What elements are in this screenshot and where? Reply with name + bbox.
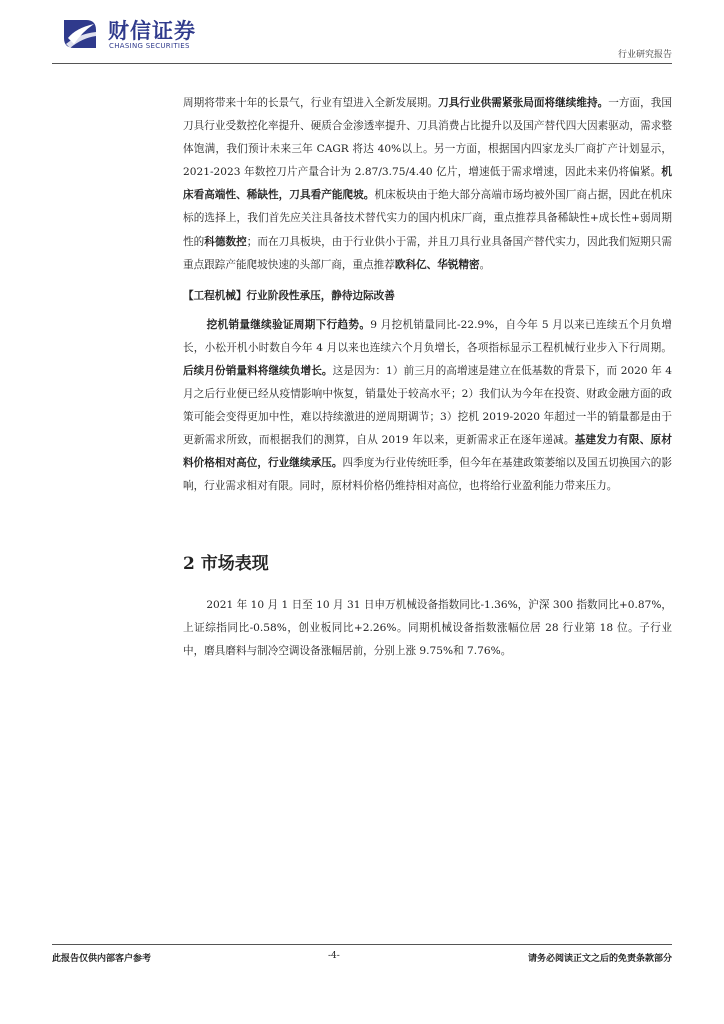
bold-text: 挖机销量继续验证周期下行趋势。 xyxy=(206,318,371,331)
subsection-heading: 【工程机械】行业阶段性承压，静待边际改善 xyxy=(183,289,395,302)
paragraph-machine-tools xyxy=(183,92,672,277)
logo-english-name: CHASING SECURITIES xyxy=(109,42,190,50)
report-body xyxy=(183,92,672,663)
bold-text: 机床看高端性、稀缺性，刀具看产能爬坡。 xyxy=(183,166,672,202)
text-span: 这是因为：1）前三月的高增速是建立在低基数的背景下，而 2020 年 4 月之后行业便已经从疫情影响中恢复，销量处于较高水平；2）我们认为今年在投资、财政金融方面的政策可能会变得更加中性，难以持续激进的逆周期调节；3）挖机 2019-2020 年超过一半的销量都是由于更新需求所致，而根据我们的测算，自从 2019 年以来，更新需求正在逐年递减。 xyxy=(183,364,672,447)
bold-text: 科德数控 xyxy=(204,235,247,248)
text-span: 2021 年 10 月 1 日至 10 月 31 日申万机械设备指数同比-1.36%，沪深 300 指数同比+0.87%，上证综指同比-0.58%，创业板同比+2.26%。同期机械设备指数涨幅位居 28 行业第 18 位。子行业中，磨具磨料与制冷空调设备涨幅居前，分别上涨 9.75%和 7.76%。 xyxy=(183,598,672,657)
footer-disclaimer-left: 此报告仅供内部客户参考 xyxy=(52,954,152,964)
report-type-label: 行业研究报告 xyxy=(617,50,672,60)
text-span: 一方面，我国刀具行业受数控化率提升、硬质合金渗透率提升、刀具消费占比提升以及国产替代四大因素驱动，需求整体饱满，我们预计未来三年 CAGR 将达 40%以上。另一方面，根据国内四家龙头厂商扩产计划显示，2021-2023 年数控刀片产量合计为 2.87/3.75/4.40 亿片，增速低于需求增速，因此未来仍将偏紧。 xyxy=(183,97,673,179)
page-number: -4- xyxy=(328,951,340,961)
logo-chinese-name: 财信证券 xyxy=(108,19,196,43)
footer-disclaimer-right: 请务必阅读正文之后的免责条款部分 xyxy=(527,954,672,964)
text-span: ；而在刀具板块，由于行业供小于需，并且刀具行业具备国产替代实力，因此我们短期只需重点跟踪产能爬坡快速的头部厂商，重点推荐 xyxy=(183,235,673,271)
text-span: 周期将带来十年的长景气，行业有望进入全新发展期。 xyxy=(183,97,439,109)
paragraph-construction-machinery xyxy=(183,314,672,499)
text-span: 9 月挖机销量同比-22.9%，自今年 5 月以来已连续五个月负增长，小松开机小时数自今年 4 月以来也连续六个月负增长，各项指标显示工程机械行业步入下行周期。 xyxy=(183,318,672,354)
company-logo xyxy=(60,14,240,56)
section-title: 2 市场表现 xyxy=(183,553,269,574)
chasing-securities-logo-icon xyxy=(60,14,100,54)
text-span: 四季度为行业传统旺季，但今年在基建政策萎缩以及国五切换国六的影响，行业需求相对有限。同时，原材料价格仍维持相对高位，也将给行业盈利能力带来压力。 xyxy=(183,457,672,493)
footer-divider xyxy=(52,944,672,945)
bold-text: 基建发力有限、原材料价格相对高位，行业继续承压。 xyxy=(183,434,672,470)
text-span: 。 xyxy=(479,258,491,271)
header-divider xyxy=(52,63,672,64)
bold-text: 欧科亿、华锐精密 xyxy=(394,258,480,271)
bold-text: 后续月份销量料将继续负增长。 xyxy=(183,364,333,377)
paragraph-market-performance xyxy=(183,594,672,663)
text-span: 机床板块由于绝大部分高端市场均被外国厂商占据，因此在机床标的选择上，我们首先应关注具备技术替代实力的国内机床厂商，重点推荐具备稀缺性+成长性+弱周期性的 xyxy=(183,189,673,248)
bold-text: 刀具行业供需紧张局面将继续维持。 xyxy=(438,97,609,109)
